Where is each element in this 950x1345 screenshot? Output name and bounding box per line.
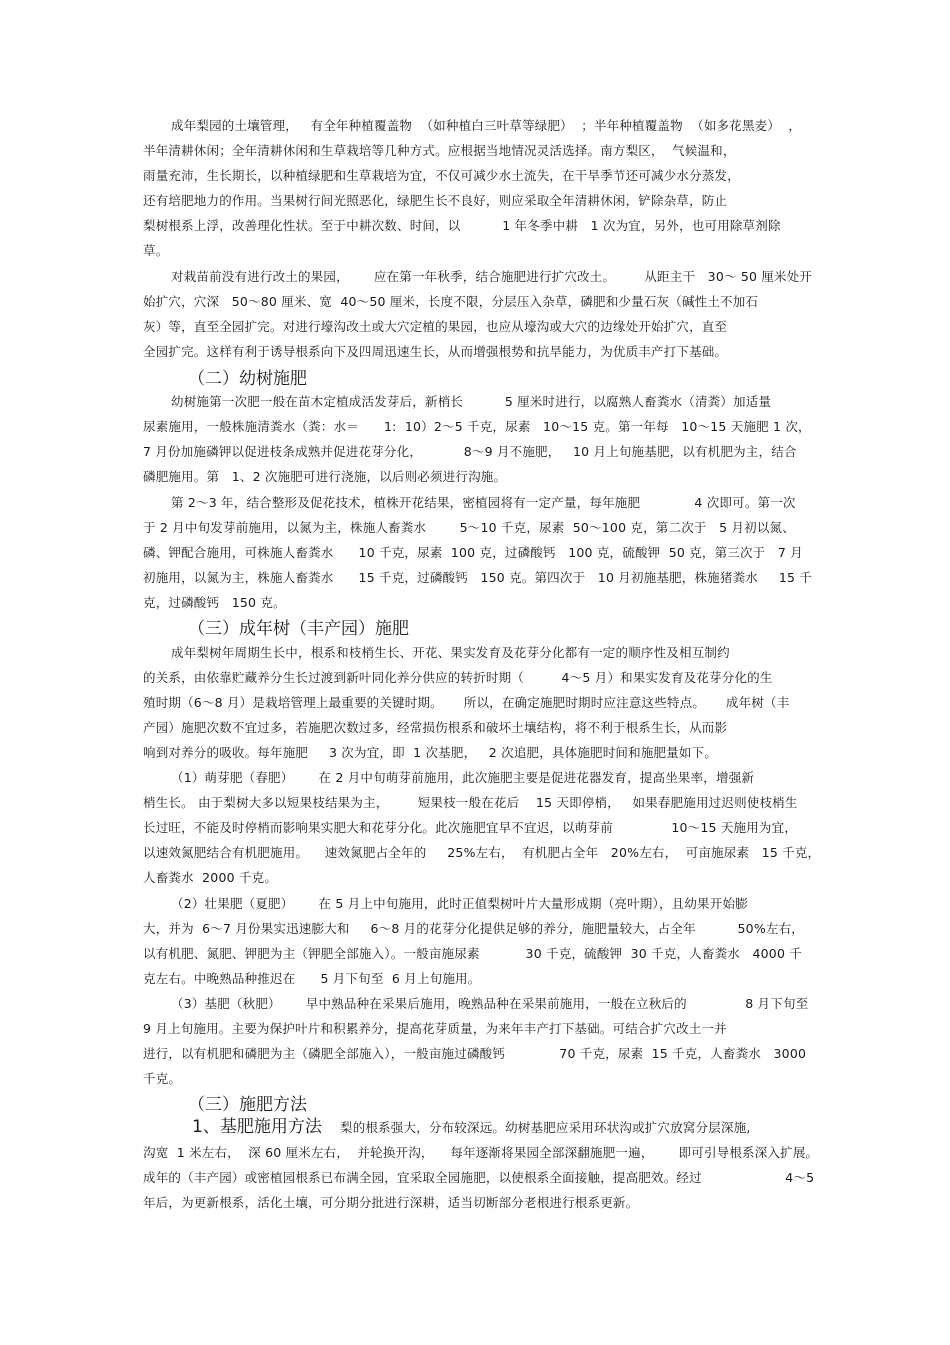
heading-base-fertilizer-method: 1、基肥施用方法 (192, 1117, 322, 1137)
p5-line-2: 的关系，由依靠贮藏养分生长过渡到新叶同化养分供应的转折时期（ 4～5 月）和果实发育及花芽分化的生 (143, 670, 773, 685)
heading-young-tree-fertilization: （二）幼树施肥 (188, 369, 307, 389)
p1-line-2: 半年清耕休闲；全年清耕休闲和生草栽培等几种方式。应根据当地情况灵活选择。南方梨区， 气候温和， (143, 143, 736, 158)
p2-line-2: 始扩穴，穴深 50～80 厘米、宽 40～50 厘米，长度不限，分层压入杂草，磷肥和少量石灰（碱性土不加石 (143, 294, 759, 309)
p8-line-3: 进行，以有机肥和磷肥为主（磷肥全部施入），一般亩施过磷酸钙 70 千克，尿素 15 千克，人畜粪水 3000 (143, 1046, 807, 1061)
p6-line-3: 长过旺，不能及时停梢而影响果实肥大和花芽分化。此次施肥宜早不宜迟，以萌芽前 10～15 天施用为宜， (143, 820, 798, 835)
p4-line-4: 初施用，以氮为主，株施人畜粪水 15 千克，过磷酸钙 150 克。第四次于 10 月初施基肥，株施猪粪水 15 千 (143, 570, 813, 585)
p4-line-2: 于 2 月中旬发芽前施用，以氮为主，株施人畜粪水 5～10 千克，尿素 50～100 克，第二次于 5 月初以氮、 (143, 520, 795, 535)
p1-line-6: 草。 (143, 243, 169, 258)
heading-mature-tree-fertilization: （三）成年树（丰产园）施肥 (188, 619, 409, 639)
p7-line-4: 克左右。中晚熟品种推迟在 5 月下旬至 6 月上旬施用。 (143, 971, 481, 986)
p5-line-3: 殖时期（6～8 月）是栽培管理上最重要的关键时期。 所以，在确定施肥时期时应注意这些特点。 成年树（丰 (143, 695, 790, 710)
p1-line-4: 还有培肥地力的作用。当果树行间光照恶化，绿肥生长不良好，则应采取全年清耕休闲，铲除杂草，防止 (143, 193, 728, 208)
p6-line-2: 梢生长。 由于梨树大多以短果枝结果为主， 短果枝一般在花后 15 天即停梢， 如果春肥施用过迟则使枝梢生 (143, 795, 798, 810)
p6-line-5: 人畜粪水 2000 千克。 (143, 870, 278, 885)
p4-line-3: 磷、钾配合施用，可株施人畜粪水 10 千克，尿素 100 克，过磷酸钙 100 克，硫酸钾 50 克，第三次于 7 月 (143, 545, 803, 560)
p7-line-1: （2）壮果肥（夏肥） 在 5 月上中旬施用，此时正值梨树叶片大量形成期（亮叶期），且幼果开始膨 (171, 896, 748, 911)
heading-fertilization-methods: （三）施肥方法 (188, 1095, 307, 1115)
p7-line-2: 大，并为 6～7 月份果实迅速膨大和 6～8 月的花芽分化提供足够的养分，施肥量较大，占全年 50%左右， (143, 921, 804, 936)
p5-line-4: 产园）施肥次数不宜过多，若施肥次数过多，经常损伤根系和破坏土壤结构，将不利于根系生长，从而影 (143, 720, 728, 735)
p3-line-1: 幼树施第一次肥一般在苗木定植成活发芽后，新梢长 5 厘米时进行，以腐熟人畜粪水（清粪）加适量 (171, 394, 772, 409)
p3-line-4: 磷肥施用。第 1、2 次施肥可进行浇施，以后则必须进行沟施。 (143, 469, 507, 484)
p5-line-5: 响到对养分的吸收。每年施肥 3 次为宜，即 1 次基肥， 2 次追肥，具体施肥时间和施肥量如下。 (143, 745, 718, 760)
p8-line-2: 9 月上旬施用。主要为保护叶片和积累养分，提高花芽质量，为来年丰产打下基础。可结合扩穴改土一并 (143, 1021, 727, 1036)
p1-line-3: 雨量充沛，生长期长，以种植绿肥和生草栽培为宜，不仅可减少水土流失，在干旱季节还可减少水分蒸发， (143, 168, 740, 183)
p6-line-1: （1）萌芽肥（春肥） 在 2 月中旬萌芽前施用，此次施肥主要是促进花器发育，提高坐果率，增强新 (171, 770, 755, 785)
p7-line-3: 以有机肥、氮肥、钾肥为主（钾肥全部施入）。一般亩施尿素 30 千克，硫酸钾 30 千克，人畜粪水 4000 千 (143, 946, 802, 961)
p9-line-4: 年后，为更新根系，活化土壤，可分期分批进行深耕，适当切断部分老根进行根系更新。 (143, 1195, 639, 1210)
p6-line-4: 以速效氮肥结合有机肥施用。 速效氮肥占全年的 25%左右， 有机肥占全年 20%左右， 可亩施尿素 15 千克， (143, 845, 821, 860)
p4-line-1: 第 2～3 年，结合整形及促花技术，植株开花结果，密植园将有一定产量，每年施肥 4 次即可。第一次 (171, 495, 796, 510)
p4-line-5: 克，过磷酸钙 150 克。 (143, 595, 286, 610)
p5-line-1: 成年梨树年周期生长中，根系和枝梢生长、开花、果实发育及花芽分化都有一定的顺序性及相互制约 (171, 645, 730, 660)
p3-line-3: 7 月份加施磷钾以促进枝条成熟并促进花芽分化， 8～9 月不施肥， 10 月上旬施基肥，以有机肥为主，结合 (143, 444, 797, 459)
p9-line-3: 成年的（丰产园）或密植园根系已布满全园，宜采取全园施肥，以使根系全面接触，提高肥效。经过 4～5 (143, 1170, 815, 1185)
p2-line-3: 灰）等，直至全园扩完。对进行壕沟改土或大穴定植的果园，也应从壕沟或大穴的边缘处开始扩穴，直至 (143, 319, 728, 334)
p9-line-1: 梨的根系强大，分布较深远。幼树基肥应采用环状沟或扩穴放窝分层深施, (340, 1120, 751, 1135)
p1-line-1: 成年梨园的土壤管理， 有全年种植覆盖物 （如种植白三叶草等绿肥） ；半年种植覆盖物 （如多花黑麦） ， (171, 118, 802, 133)
p9-line-2: 沟宽 1 米左右， 深 60 厘米左右， 并轮换开沟， 每年逐渐将果园全部深翻施肥一遍， 即可引导根系深入扩展。 (143, 1145, 819, 1160)
p8-line-1: （3）基肥（秋肥） 早中熟品种在采果后施用，晚熟品种在采果前施用，一般在立秋后的 8 月下旬至 (171, 996, 809, 1011)
p3-line-2: 尿素施用，一般株施清粪水（粪：水＝ 1: 10）2～5 千克，尿素 10～15 克。第一年每 10～15 天施肥 1 次， (143, 419, 811, 434)
p2-line-1: 对栽苗前没有进行改土的果园， 应在第一年秋季，结合施肥进行扩穴改土。 从距主干 30～ 50 厘米处开 (171, 269, 813, 284)
p8-line-4: 千克。 (143, 1071, 182, 1086)
p1-line-5: 梨树根系上浮，改善理化性状。至于中耕次数、时间，以 1 年冬季中耕 1 次为宜，另外，也可用除草剂除 (143, 218, 781, 233)
p2-line-4: 全园扩完。这样有利于诱导根系向下及四周迅速生长，从而增强根势和抗旱能力，为优质丰产打下基础。 (143, 344, 728, 359)
